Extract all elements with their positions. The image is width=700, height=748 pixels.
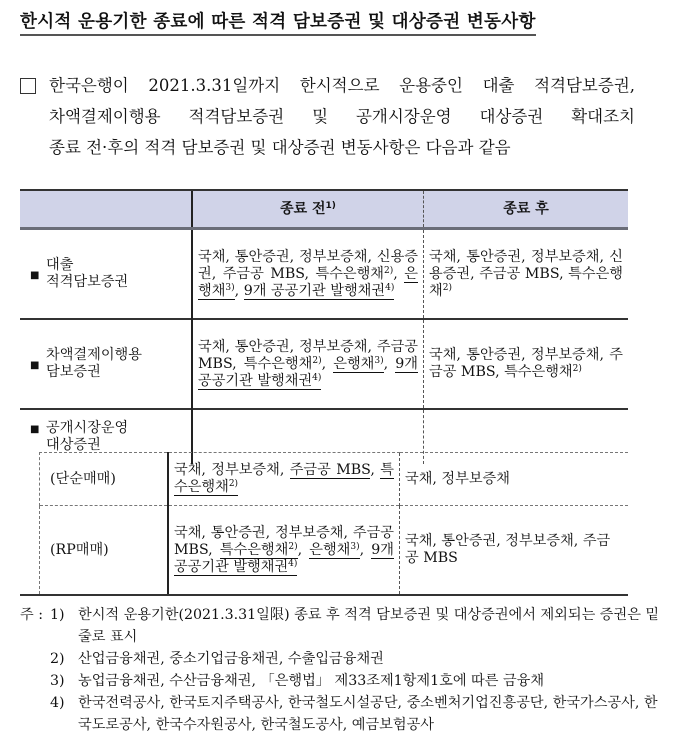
excluded-security: 9개 공공기관 발행채권$^{4)}$ — [243, 282, 395, 299]
after-cell: 국채, 통안증권, 정부보증채, 주금공 MBS, 특수은행채$^{2)}$ — [424, 319, 629, 409]
footnote — [20, 670, 660, 692]
table-header-row — [20, 190, 628, 229]
before-cell: 국채, 통안증권, 정부보증채, 주금공 MBS, 특수은행채$^{2)}$, 은행채$^{3)}$, 9개 공공기관 발행채권$^{4)}$ — [192, 319, 424, 409]
row-label: ■ 차액결제이행용 담보증권 — [20, 319, 192, 409]
table-subrow — [20, 453, 628, 506]
excluded-security: 9개 공공기관 발행채권$^{4)}$ — [174, 541, 394, 575]
footnote — [20, 648, 660, 670]
before-cell: 국채, 통안증권, 정부보증채, 주금공 MBS, 특수은행채$^{2)}$, 은행채$^{3)}$, 9개 공공기관 발행채권$^{4)}$ — [168, 506, 400, 596]
excluded-security: 9개 공공기관 발행채권$^{4)}$ — [198, 355, 418, 389]
header-before-end: 종료 전$^{1)}$ — [192, 190, 424, 229]
excluded-security: 특수은행채$^{2)}$ — [219, 541, 298, 558]
footnote — [20, 692, 660, 736]
subrow-label: (단순매매) — [40, 453, 169, 506]
footnote — [20, 604, 660, 648]
footnote-number: 4) — [50, 695, 65, 711]
table-row — [20, 319, 628, 409]
footnote-text: 산업금융채권, 중소기업금융채권, 수출입금융채권 — [78, 651, 384, 667]
before-cell: 국채, 정부보증채, 주금공 MBS, 특수은행채$^{2)}$ — [168, 453, 400, 506]
header-category — [20, 190, 192, 229]
excluded-security: 은행채$^{3)}$ — [309, 541, 360, 558]
excluded-security: 은행채$^{3)}$ — [198, 265, 418, 299]
intro-line: 한국은행이 2021.3.31일까지 한시적으로 운용중인 대출 적격담보증권, — [49, 76, 635, 95]
excluded-security: 은행채$^{3)}$ — [333, 355, 384, 372]
footnote-prefix: 주 : — [20, 607, 43, 623]
excluded-security: 특수은행채$^{2)}$ — [174, 462, 394, 495]
intro-line: 차액결제이행용 적격담보증권 및 공개시장운영 대상증권 확대조치 — [49, 107, 635, 126]
after-cell: 국채, 정부보증채 — [400, 453, 629, 506]
footnote-text: 한국전력공사, 한국토지주택공사, 한국철도시설공단, 중소벤처기업진흥공단, 한국가스공사, 한국도로공사, 한국수자원공사, 한국철도공사, 예금보험공사 — [78, 695, 658, 733]
header-after-end: 종료 후 — [424, 190, 629, 229]
table-subrow — [20, 506, 628, 596]
footnotes — [20, 604, 660, 736]
footnote-text: 농업금융채권, 수산금융채권, 「은행법」 제33조제1항제1호에 따른 금융채 — [78, 673, 545, 689]
open-market-subtable — [20, 452, 628, 596]
footnote-number: 1) — [50, 607, 65, 623]
before-cell: 국채, 통안증권, 정부보증채, 신용증권, 주금공 MBS, 특수은행채$^{2)}$, 은행채$^{3)}$, 9개 공공기관 발행채권$^{4)}$ — [192, 229, 424, 320]
eligible-securities-table — [20, 189, 628, 464]
intro-line: 종료 전·후의 적격 담보증권 및 대상증권 변동사항은 다음과 같음 — [49, 138, 511, 157]
square-bullet-icon — [20, 78, 36, 94]
footnote-number: 3) — [50, 673, 65, 689]
indent-gutter — [20, 453, 40, 506]
indent-gutter — [20, 506, 40, 596]
small-square-bullet-icon: ■ — [30, 424, 40, 435]
document-title: 한시적 운용기한 종료에 따른 적격 담보증권 및 대상증권 변동사항 — [20, 8, 630, 33]
after-cell: 국채, 통안증권, 정부보증채, 신용증권, 주금공 MBS, 특수은행채$^{2)}$ — [424, 229, 629, 320]
row-label: ■ 대출 적격담보증권 — [30, 257, 129, 290]
small-square-bullet-icon: ■ — [30, 360, 40, 371]
intro-paragraph — [20, 70, 635, 163]
table-row — [20, 229, 628, 320]
subrow-label: (RP매매) — [40, 506, 169, 596]
excluded-security: 주금공 MBS — [289, 462, 371, 478]
small-square-bullet-icon: ■ — [30, 270, 40, 281]
after-cell: 국채, 통안증권, 정부보증채, 주금공 MBS — [400, 506, 629, 596]
footnote-number: 2) — [50, 651, 65, 667]
row-label: ■ 공개시장운영 대상증권 — [20, 409, 192, 464]
footnote-text: 한시적 운용기한(2021.3.31일限) 종료 후 적격 담보증권 및 대상증권에서 제외되는 증권은 밑줄로 표시 — [78, 607, 660, 645]
